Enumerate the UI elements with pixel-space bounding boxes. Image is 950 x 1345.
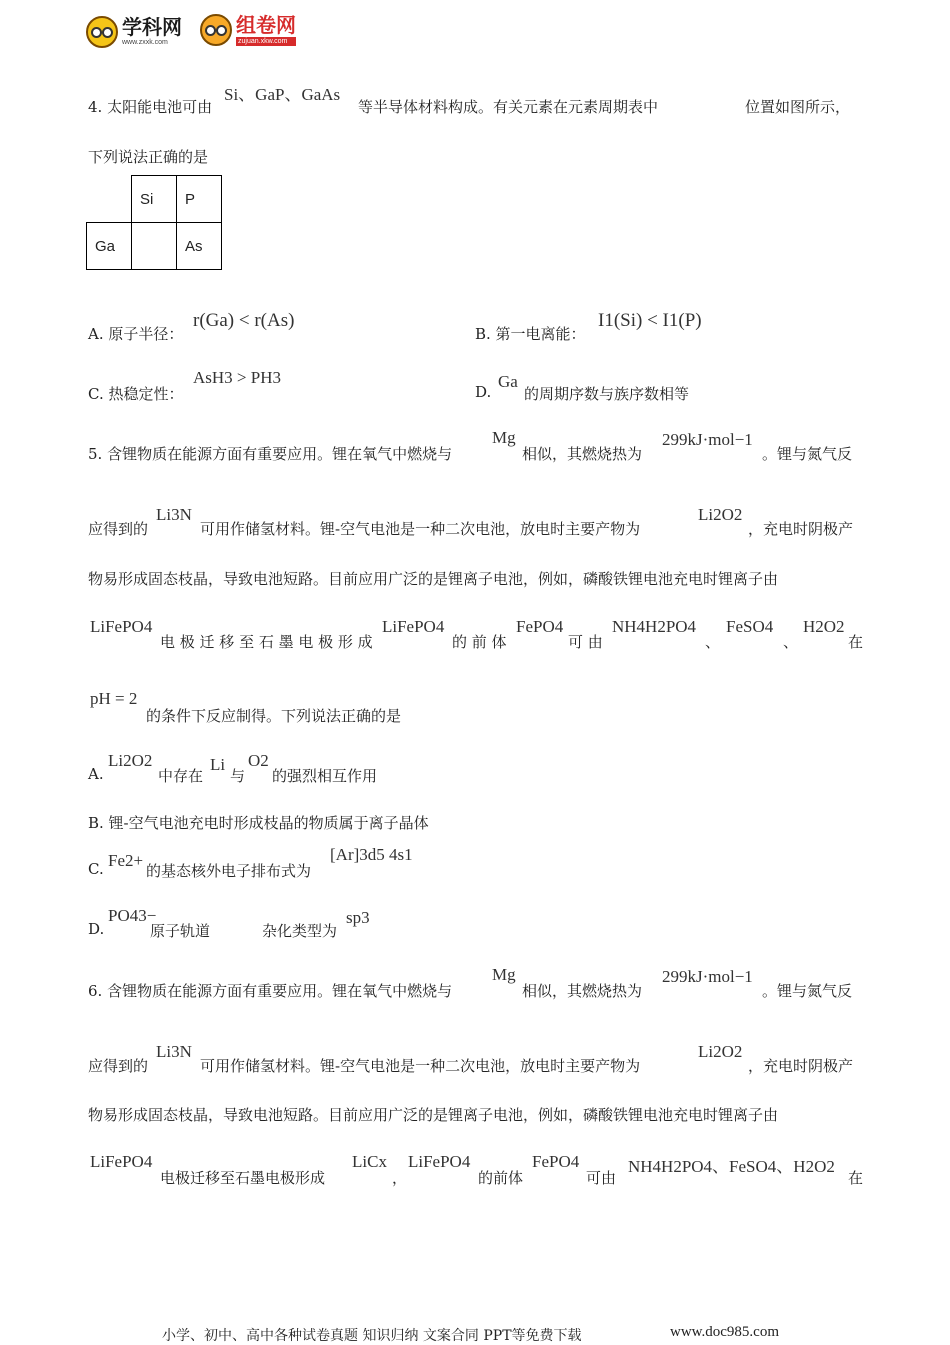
- q4-option-c-formula: AsH3 > PH3: [193, 368, 281, 387]
- q6-formula-li3n: Li3N: [156, 1042, 192, 1061]
- q5-option-a-text2: 与: [230, 767, 246, 785]
- q5-option-a-li2o2: Li2O2: [108, 751, 153, 770]
- q4-option-d-text: 的周期序数与族序数相等: [524, 385, 690, 403]
- q5-line5: 的条件下反应制得。下列说法正确的是: [146, 707, 402, 725]
- q5-formula-ph: pH = 2: [90, 689, 138, 708]
- q6-separator: ，: [392, 1169, 408, 1187]
- table-cell-as: As: [177, 223, 222, 270]
- q5-option-d-label: D.: [88, 920, 105, 938]
- logo-text: 学科网 www.zxxk.com: [122, 17, 182, 46]
- q6-line3: 物易形成固态枝晶，导致电池短路。目前应用广泛的是锂离子电池，例如，磷酸铁锂电池充电时锂离子由: [88, 1106, 779, 1124]
- q6-formula-licx: LiCx: [352, 1152, 387, 1171]
- table-cell-p: P: [177, 176, 222, 223]
- q5-option-c-label: C.: [88, 860, 104, 878]
- q5-option-d-text2: 杂化类型为: [262, 922, 338, 940]
- q5-formula-nh4h2po4: NH4H2PO4: [612, 617, 697, 636]
- table-cell-si: Si: [132, 176, 177, 223]
- logo-mascot-icon: [86, 16, 118, 48]
- q5-option-a-text1: 中存在: [158, 767, 204, 785]
- q5-option-a-text3: 的强烈相互作用: [272, 767, 378, 785]
- q5-option-d-po4: PO43−: [108, 906, 157, 925]
- table-cell-ga: Ga: [87, 223, 132, 270]
- q5-line4-a: 电 极 迁 移 至 石 墨 电 极 形 成: [160, 633, 373, 651]
- q5-line1-b: 相似，其燃烧热为: [522, 445, 643, 463]
- q5-option-a-li: Li: [210, 755, 226, 774]
- q5-formula-feso4: FeSO4: [726, 617, 774, 636]
- q5-line2-a: 应得到的: [88, 520, 149, 538]
- q5-option-c-fe: Fe2+: [108, 851, 144, 870]
- q6-line4-b: 的前体: [478, 1169, 524, 1187]
- q5-line2-c: ，充电时阴极产: [748, 520, 854, 538]
- q6-formula-lifepo4-2: LiFePO4: [408, 1152, 471, 1171]
- q6-line2-c: ，充电时阴极产: [748, 1057, 854, 1075]
- q5-line4-d: 在: [848, 633, 864, 651]
- q4-option-a-label: A. 原子半径：: [88, 325, 184, 343]
- q6-line2-a: 应得到的: [88, 1057, 149, 1075]
- q6-formula-fepo4: FePO4: [532, 1152, 580, 1171]
- q6-line4-c: 可由: [586, 1169, 617, 1187]
- logo-text: 组卷网 zujuan.xkw.com: [236, 14, 296, 45]
- q5-formula-li3n: Li3N: [156, 505, 192, 524]
- q5-option-c-text: 的基态核外电子排布式为: [146, 862, 312, 880]
- q4-option-c-label: C. 热稳定性：: [88, 385, 184, 403]
- q4-line1-suffix: 位置如图所示，: [745, 98, 851, 116]
- q6-formula-reagents: NH4H2PO4、FeSO4、H2O2: [628, 1157, 835, 1176]
- q6-formula-lifepo4: LiFePO4: [90, 1152, 153, 1171]
- q6-line2-b: 可用作储氢材料。锂-空气电池是一种二次电池，放电时主要产物为: [200, 1057, 641, 1075]
- q4-line1-prefix: 4. 太阳能电池可由: [88, 98, 213, 116]
- q5-line2-b: 可用作储氢材料。锂-空气电池是一种二次电池，放电时主要产物为: [200, 520, 641, 538]
- q6-line1-c: 。锂与氮气反: [762, 982, 853, 1000]
- q5-separator: 、: [705, 633, 721, 651]
- q5-separator: 、: [783, 633, 799, 651]
- q4-line2: 下列说法正确的是: [88, 148, 209, 166]
- q5-formula-li2o2: Li2O2: [698, 505, 743, 524]
- q5-option-a-o2: O2: [248, 751, 269, 770]
- periodic-table-fragment: [86, 175, 222, 270]
- q5-option-c-config: [Ar]3d5 4s1: [330, 845, 413, 864]
- site-logo[interactable]: [86, 16, 182, 48]
- q4-line1-middle: 等半导体材料构成。有关元素在元素周期表中: [358, 98, 659, 116]
- q5-formula-lifepo4: LiFePO4: [90, 617, 153, 636]
- q4-option-a-formula: r(Ga) < r(As): [193, 310, 295, 331]
- footer-text: 小学、初中、高中各种试卷真题 知识归纳 文案合同 PPT等免费下载: [162, 1328, 582, 1344]
- q5-line1-a: 5. 含锂物质在能源方面有重要应用。锂在氧气中燃烧与: [88, 445, 453, 463]
- footer-url[interactable]: www.doc985.com: [670, 1324, 780, 1340]
- q5-option-a-label: A.: [88, 765, 104, 783]
- q5-formula-fepo4: FePO4: [516, 617, 564, 636]
- q6-line4-d: 在: [848, 1169, 864, 1187]
- q6-line4-a: 电极迁移至石墨电极形成: [160, 1169, 326, 1187]
- q5-option-d-text1: 原子轨道: [150, 922, 211, 940]
- q6-formula-heat: 299kJ·mol−1: [662, 967, 753, 986]
- q6-formula-mg: Mg: [492, 965, 516, 984]
- q4-formula-materials: Si、GaP、GaAs: [224, 85, 341, 104]
- q5-line1-c: 。锂与氮气反: [762, 445, 853, 463]
- q6-line1-a: 6. 含锂物质在能源方面有重要应用。锂在氧气中燃烧与: [88, 982, 453, 1000]
- q4-option-b-label: B. 第一电离能：: [475, 325, 586, 343]
- zujuan-logo[interactable]: [200, 14, 296, 46]
- q4-option-d-label: D.: [475, 383, 492, 401]
- q5-line4-b: 的 前 体: [452, 633, 507, 651]
- q4-option-d-formula: Ga: [498, 372, 518, 391]
- q4-option-b-formula: I1(Si) < I1(P): [598, 310, 702, 331]
- q5-formula-heat: 299kJ·mol−1: [662, 430, 753, 449]
- q5-option-d-sp3: sp3: [346, 908, 370, 927]
- q5-formula-lifepo4-2: LiFePO4: [382, 617, 445, 636]
- q5-formula-h2o2: H2O2: [803, 617, 845, 636]
- q6-line1-b: 相似，其燃烧热为: [522, 982, 643, 1000]
- table-cell: [87, 176, 132, 223]
- q6-formula-li2o2: Li2O2: [698, 1042, 743, 1061]
- q5-formula-mg: Mg: [492, 428, 516, 447]
- q5-option-b: B. 锂-空气电池充电时形成枝晶的物质属于离子晶体: [88, 814, 429, 832]
- table-cell: [132, 223, 177, 270]
- q5-line3: 物易形成固态枝晶，导致电池短路。目前应用广泛的是锂离子电池，例如，磷酸铁锂电池充电时锂离子由: [88, 570, 779, 588]
- q5-line4-c: 可 由: [568, 633, 603, 651]
- logo-mascot-icon: [200, 14, 232, 46]
